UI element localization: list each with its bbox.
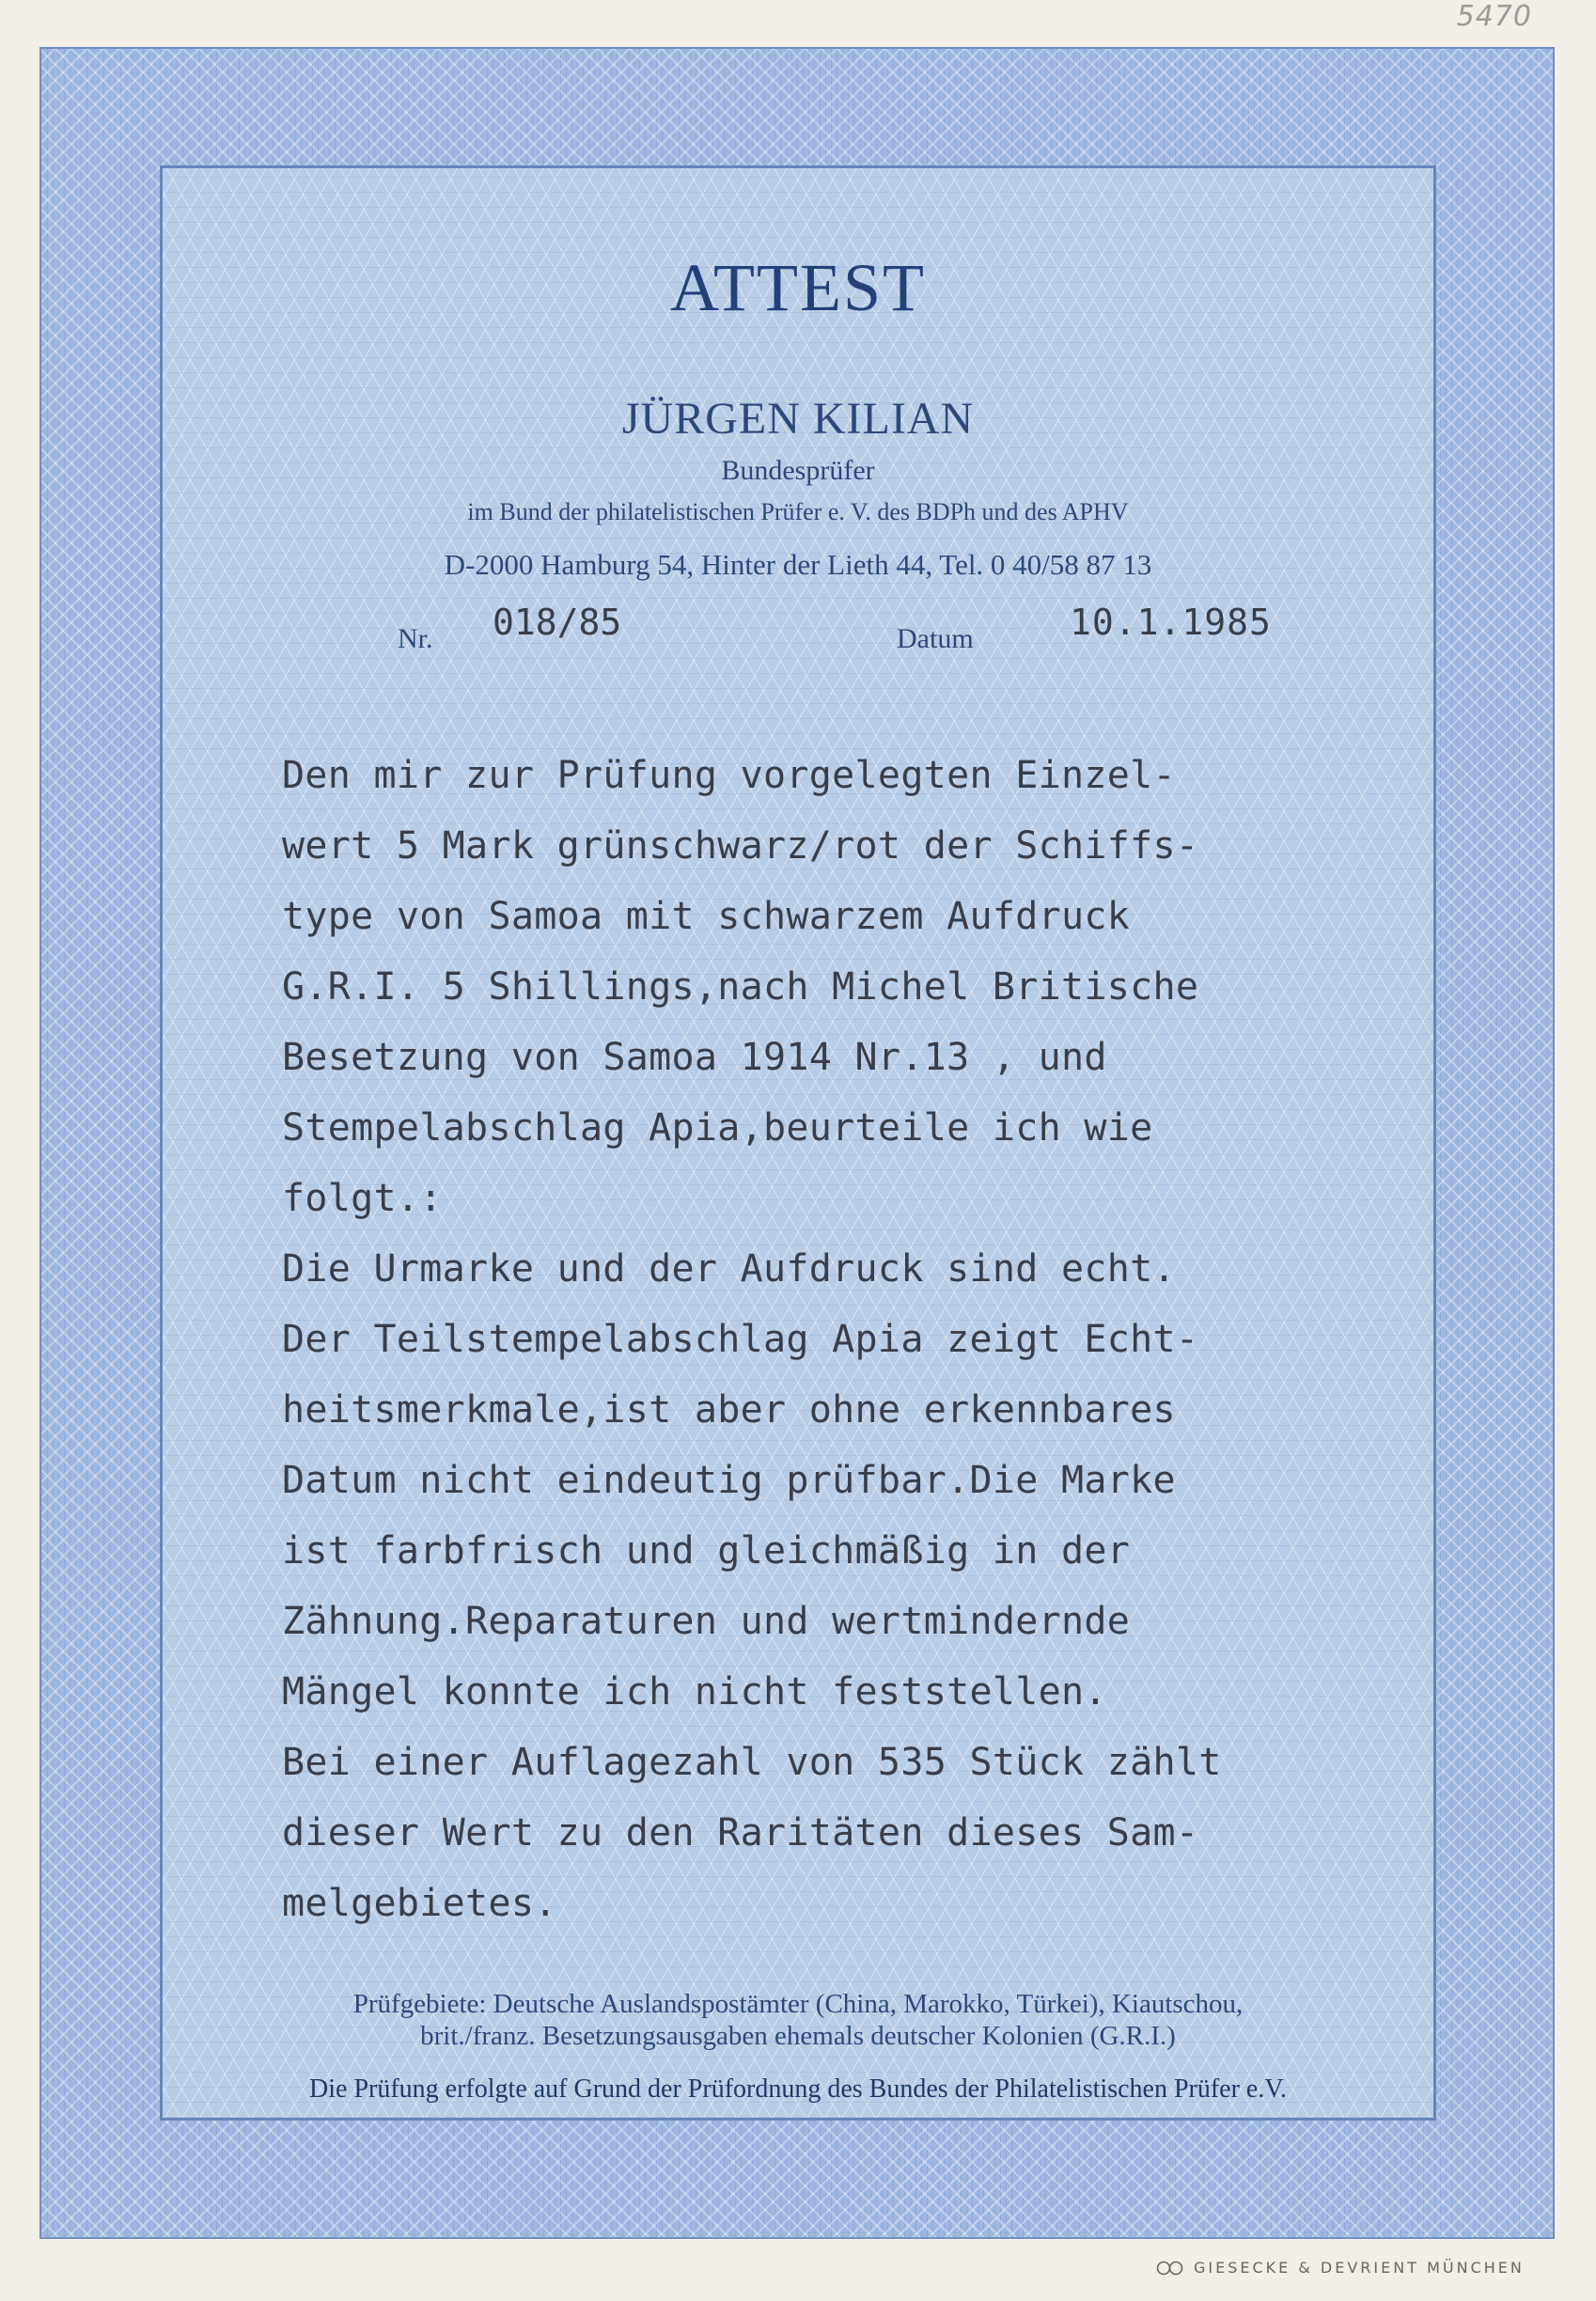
body-line: Die Urmarke und der Aufdruck sind echt. bbox=[282, 1247, 1176, 1291]
examiner-role: Bundesprüfer bbox=[721, 455, 875, 486]
body-line: Der Teilstempelabschlag Apia zeigt Echt- bbox=[282, 1318, 1199, 1361]
printer-imprint bbox=[1154, 2259, 1525, 2277]
body-line: melgebietes. bbox=[282, 1882, 557, 1925]
date-value: 10.1.1985 bbox=[1070, 602, 1272, 643]
certificate-body bbox=[282, 741, 1457, 1939]
examiner-address: D-2000 Hamburg 54, Hinter der Lieth 44, Tel. 0 40/58 87 13 bbox=[444, 548, 1152, 581]
body-line: wert 5 Mark grünschwarz/rot der Schiffs- bbox=[282, 824, 1199, 868]
examination-basis: Die Prüfung erfolgte auf Grund der Prüfordnung des Bundes der Philatelistischen Prüfer e.V. bbox=[309, 2074, 1287, 2104]
printer-name: GIESECKE & DEVRIENT MÜNCHEN bbox=[1194, 2259, 1525, 2277]
examination-areas-line2: brit./franz. Besetzungsausgaben ehemals deutscher Kolonien (G.R.I.) bbox=[420, 2021, 1176, 2051]
body-line: Den mir zur Prüfung vorgelegten Einzel- bbox=[282, 754, 1176, 797]
body-line: Mängel konnte ich nicht feststellen. bbox=[282, 1670, 1107, 1714]
body-line: Zähnung.Reparaturen und wertmindernde bbox=[282, 1600, 1131, 1643]
body-line: G.R.I. 5 Shillings,nach Michel Britische bbox=[282, 965, 1199, 1009]
examination-areas-line1: Prüfgebiete: Deutsche Auslandspostämter (China, Marokko, Türkei), Kiautschou, bbox=[352, 1989, 1244, 2019]
body-line: Datum nicht eindeutig prüfbar.Die Marke bbox=[282, 1459, 1176, 1502]
body-line: heitsmerkmale,ist aber ohne erkennbares bbox=[282, 1388, 1176, 1432]
examiner-name: JÜRGEN KILIAN bbox=[621, 394, 975, 444]
pencil-annotation: 5470 bbox=[1456, 0, 1532, 33]
certificate-title: ATTEST bbox=[670, 250, 926, 325]
date-label: Datum bbox=[897, 623, 974, 654]
body-line: Stempelabschlag Apia,beurteile ich wie bbox=[282, 1106, 1153, 1150]
examiner-organization: im Bund der philatelistischen Prüfer e. V. des BDPh und des APHV bbox=[467, 498, 1129, 525]
number-label: Nr. bbox=[398, 623, 433, 654]
body-line: Besetzung von Samoa 1914 Nr.13 , und bbox=[282, 1036, 1107, 1079]
body-line: dieser Wert zu den Raritäten dieses Sam- bbox=[282, 1811, 1199, 1855]
body-line: type von Samoa mit schwarzem Aufdruck bbox=[282, 895, 1131, 938]
body-line: ist farbfrisch und gleichmäßig in der bbox=[282, 1529, 1131, 1573]
body-line: folgt.: bbox=[282, 1177, 443, 1220]
number-value: 018/85 bbox=[493, 602, 622, 643]
printer-logo-icon bbox=[1154, 2261, 1186, 2276]
examination-areas bbox=[0, 1988, 1596, 2052]
body-line: Bei einer Auflagezahl von 535 Stück zählt bbox=[282, 1741, 1222, 1784]
